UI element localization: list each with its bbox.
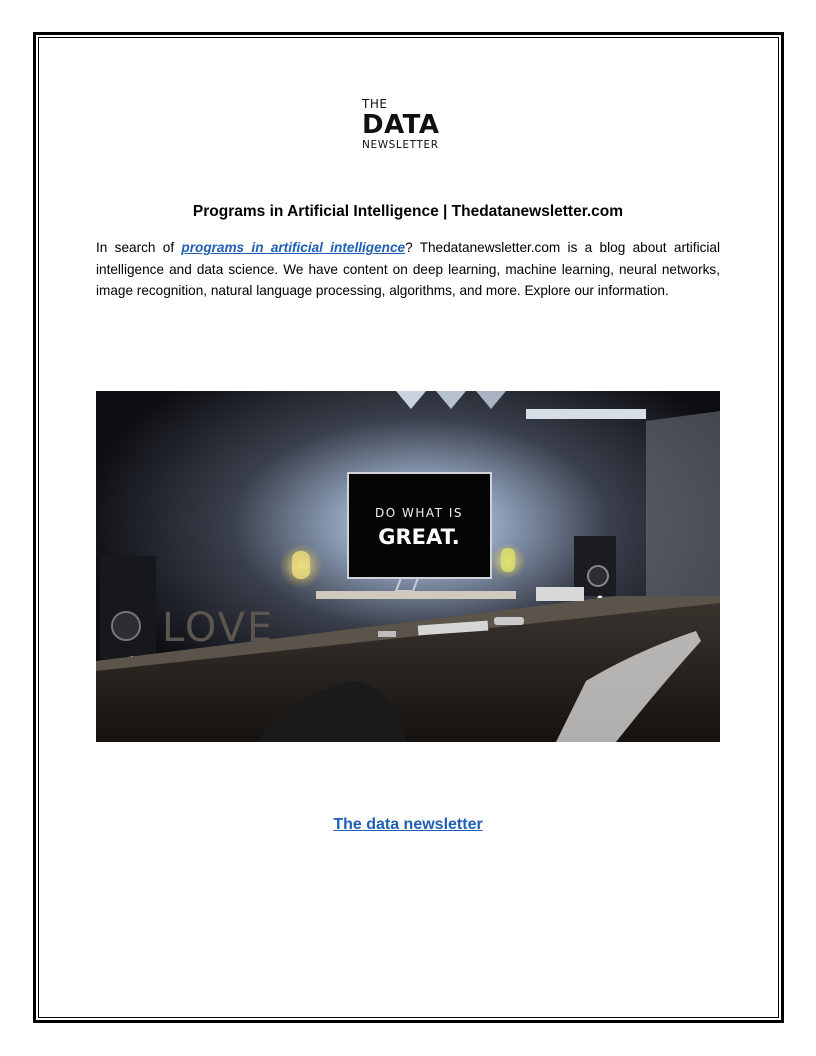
the-data-newsletter-link[interactable]: The data newsletter (333, 816, 483, 833)
logo-line-newsletter: NEWSLETTER (362, 139, 439, 151)
intro-prefix: In search of (96, 240, 182, 255)
page-title: Programs in Artificial Intelligence | Thedatanewsletter.com (192, 203, 624, 220)
logo-line-the: THE (362, 97, 388, 111)
intro-suffix: ? Thedatanewsletter.com is a blog about artificial intelligence and data science. We have content on deep learning, machine learning, neural networks, image recognition, natural language processing, algorithms, and more. Explore our information. (96, 240, 720, 298)
desk-setup-photo (96, 391, 720, 742)
monitor-text-line2: GREAT. (378, 525, 460, 549)
intro-paragraph (96, 237, 720, 302)
logo-line-data: DATA (362, 110, 440, 140)
monitor-text-line1: DO WHAT IS (375, 506, 463, 520)
programs-in-ai-link[interactable]: programs in artificial intelligence (181, 240, 406, 255)
love-sign: LOVE (162, 605, 275, 651)
the-data-newsletter-logo (362, 98, 462, 151)
